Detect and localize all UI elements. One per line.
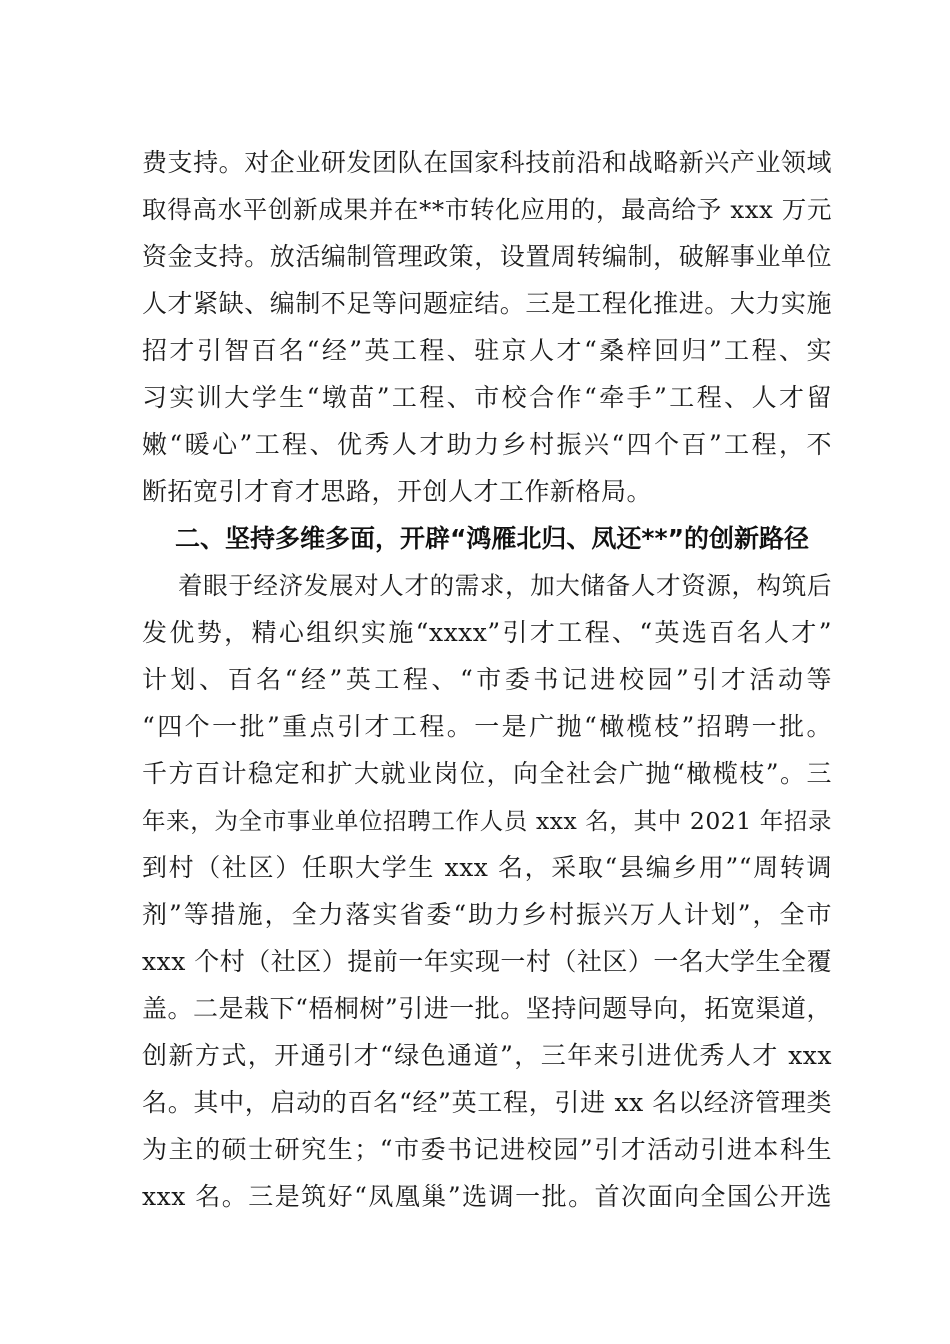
paragraph-line: 资金支持。放活编制管理政策，设置周转编制，破解事业单位	[142, 242, 832, 271]
paragraph-line: 为主的硕士研究生；“市委书记进校园”引才活动引进本科生	[142, 1135, 832, 1164]
paragraph-line: 人才紧缺、编制不足等问题症结。三是工程化推进。大力实施	[142, 289, 832, 318]
paragraph-line: xxx 名。三是筑好“凤凰巢”选调一批。首次面向全国公开选	[142, 1182, 832, 1211]
paragraph-line: 年来，为全市事业单位招聘工作人员 xxx 名，其中 2021 年招录	[142, 807, 832, 835]
paragraph-line: 盖。二是栽下“梧桐树”引进一批。坚持问题导向，拓宽渠道，	[142, 994, 832, 1023]
paragraph-line: “四个一批”重点引才工程。一是广抛“橄榄枝”招聘一批。	[142, 712, 832, 741]
paragraph-line: 取得高水平创新成果并在**市转化应用的，最高给予 xxx 万元	[142, 195, 832, 224]
paragraph-line: 名。其中，启动的百名“经”英工程，引进 xx 名以经济管理类	[142, 1088, 832, 1117]
paragraph-line: 费支持。对企业研发团队在国家科技前沿和战略新兴产业领域	[142, 148, 832, 177]
section-heading: 二、坚持多维多面，开辟“鸿雁北归、凤还**”的创新路径	[175, 524, 810, 553]
paragraph-line: 创新方式，开通引才“绿色通道”，三年来引进优秀人才 xxx	[142, 1041, 832, 1070]
paragraph-line: 剂”等措施，全力落实省委“助力乡村振兴万人计划”，全市	[142, 900, 832, 929]
paragraph-line: 嫩“暖心”工程、优秀人才助力乡村振兴“四个百”工程，不	[142, 430, 832, 459]
paragraph-line: 招才引智百名“经”英工程、驻京人才“桑梓回归”工程、实	[142, 336, 832, 365]
paragraph-line: 着眼于经济发展对人才的需求，加大储备人才资源，构筑后	[178, 571, 832, 600]
paragraph-line: 计划、百名“经”英工程、“市委书记进校园”引才活动等	[142, 665, 832, 694]
paragraph-line: xxx 个村（社区）提前一年实现一村（社区）一名大学生全覆	[142, 947, 832, 976]
paragraph-line: 断拓宽引才育才思路，开创人才工作新格局。	[142, 477, 653, 506]
paragraph-line: 发优势，精心组织实施“xxxx”引才工程、“英选百名人才”	[142, 618, 832, 647]
paragraph-line: 习实训大学生“墩苗”工程、市校合作“牵手”工程、人才留	[142, 383, 832, 412]
paragraph-line: 千方百计稳定和扩大就业岗位，向全社会广抛“橄榄枝”。三	[142, 759, 832, 788]
paragraph-line: 到村（社区）任职大学生 xxx 名，采取“县编乡用”“周转调	[142, 853, 832, 882]
